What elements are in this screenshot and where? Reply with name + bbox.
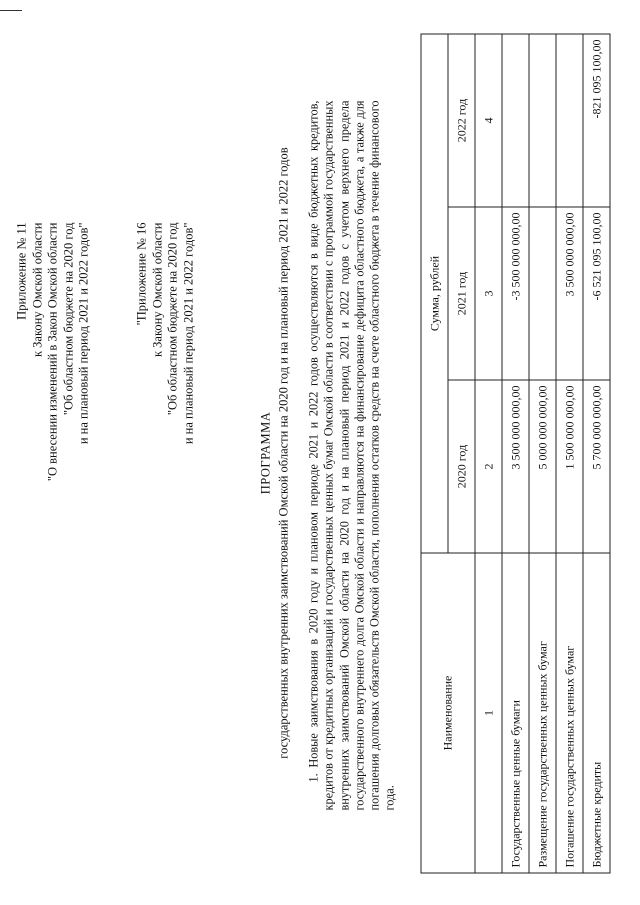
column-header-year: 2022 год xyxy=(448,34,475,207)
annex-line: к Закону Омской области xyxy=(29,222,44,357)
row-value-2022 xyxy=(502,34,529,207)
row-value-2021 xyxy=(529,207,556,380)
column-header-sum: Сумма, рублей xyxy=(421,34,448,553)
annex-line: "Приложение № 16 xyxy=(134,222,148,325)
row-name: Бюджетные кредиты xyxy=(583,553,610,873)
table-row xyxy=(556,34,583,873)
row-name: Погашение государственных ценных бумаг xyxy=(556,553,583,873)
row-value-2020: 5 000 000 000,00 xyxy=(529,380,556,553)
annex-line: и на плановый период 2021 и 2022 годов" xyxy=(180,222,195,444)
row-value-2021: -3 500 000 000,00 xyxy=(502,207,529,380)
row-value-2022 xyxy=(556,34,583,207)
column-index: 4 xyxy=(475,34,502,207)
body-paragraph xyxy=(306,100,398,810)
row-name: Размещение государственных ценных бумаг xyxy=(529,553,556,873)
paragraph-text: 1. Новые заимствования в 2020 году и плановом периоде 2021 и 2022 годов осуществляются в виде бюджетных кредитов, кредитов от кредитных организаций и государственных ценных бумаг Омской области в соответствии с программой государственных внутренних заимствований Омской области на 2020 год и на плановый период 2021 и 2022 годов с учетом верхнего предела государственного внутреннего долга Омской области и направляются на финансирование дефицита областного бюджета, а также для погашения долговых обязательств Омской области, пополнения остатков средств на счете областного бюджета в течение финансового года. xyxy=(306,100,397,810)
row-value-2022: -821 095 100,00 xyxy=(583,34,610,207)
row-value-2020: 1 500 000 000,00 xyxy=(556,380,583,553)
annex-line: Приложение № 11 xyxy=(14,222,28,320)
row-value-2020: 5 700 000 000,00 xyxy=(583,380,610,553)
annex-line: "Об областном бюджете на 2020 год xyxy=(165,222,179,415)
table-header-row xyxy=(421,34,448,873)
annex-16-header xyxy=(134,222,196,444)
table-row xyxy=(502,34,529,873)
table-row xyxy=(529,34,556,873)
row-value-2021: 3 500 000 000,00 xyxy=(556,207,583,380)
annex-line: "О внесении изменений в Закон Омской области xyxy=(45,222,59,481)
annex-line: "Об областном бюджете на 2020 год xyxy=(60,222,75,415)
column-header-name: Наименование xyxy=(421,553,475,873)
annex-line: и на плановый период 2021 и 2022 годов" xyxy=(76,222,90,444)
column-index: 3 xyxy=(475,207,502,380)
column-header-year: 2021 год xyxy=(448,207,475,380)
table-index-row xyxy=(475,34,502,873)
row-name: Государственные ценные бумаги xyxy=(502,553,529,873)
borrowings-table xyxy=(420,33,610,873)
page-subtitle: государственных внутренних заимствований Омской области на 2020 год и на плановый период 2021 и 2022 годов xyxy=(276,146,290,759)
column-header-year: 2020 год xyxy=(448,380,475,553)
annex-11-header xyxy=(14,222,92,481)
page-title: ПРОГРАММА xyxy=(258,411,272,494)
row-value-2021: -6 521 095 100,00 xyxy=(583,207,610,380)
row-value-2020: 3 500 000 000,00 xyxy=(502,380,529,553)
annex-line: к Закону Омской области xyxy=(149,222,164,357)
row-value-2022 xyxy=(529,34,556,207)
column-index: 1 xyxy=(475,553,502,873)
column-index: 2 xyxy=(475,380,502,553)
table-row xyxy=(583,34,610,873)
